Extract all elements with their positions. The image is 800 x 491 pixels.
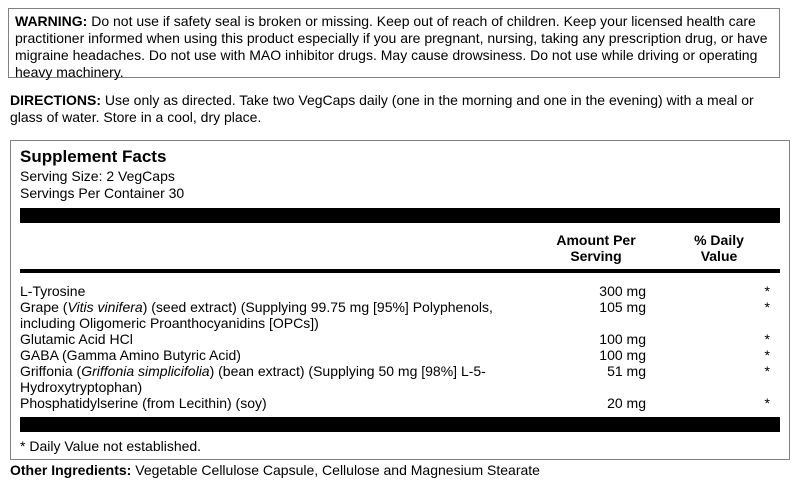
ingredient-name: L-Tyrosine <box>20 283 86 299</box>
ingredient-amount: 100 mg <box>599 331 646 347</box>
thick-divider <box>20 417 780 432</box>
ingredient-name: GABA (Gamma Amino Butyric Acid) <box>20 347 241 363</box>
directions-text: Use only as directed. Take two VegCaps daily (one in the morning and one in the evening) with a meal or glass of water. Store in a cool, dry place. <box>10 92 754 125</box>
ingredient-amount: 100 mg <box>599 347 646 363</box>
thick-divider <box>20 208 780 223</box>
other-ingredients-label: Other Ingredients: <box>10 462 132 478</box>
ingredient-dv: * <box>764 299 770 315</box>
serving-size: Serving Size: 2 VegCaps <box>20 168 175 184</box>
dv-header-line2: Value <box>700 248 738 264</box>
ingredient-dv: * <box>764 283 770 299</box>
servings-per-container: Servings Per Container 30 <box>20 185 185 201</box>
amount-header-line1: Amount Per <box>556 232 636 248</box>
ingredient-amount: 20 mg <box>607 395 646 411</box>
facts-title: Supplement Facts <box>20 147 167 166</box>
directions-label: DIRECTIONS: <box>10 92 101 108</box>
footnote: * Daily Value not established. <box>20 438 202 454</box>
other-ingredients <box>10 462 540 478</box>
medium-divider <box>20 269 780 273</box>
ingredient-dv: * <box>764 347 770 363</box>
warning-text: Do not use if safety seal is broken or missing. Keep out of reach of children. Keep your licensed health care practitioner informed when using this product especially if you are pregnant, nursing, taking any prescription drug, or have migraine headaches. Do not use with MAO inhibitor drugs. May cause drowsiness. Do not use while driving or operating heavy machinery. <box>15 13 768 80</box>
ingredient-name: Glutamic Acid HCl <box>20 331 133 347</box>
ingredient-amount: 105 mg <box>599 299 646 315</box>
warning-label: WARNING: <box>15 13 88 29</box>
amount-header-line2: Serving <box>570 248 622 264</box>
ingredient-name: Griffonia (Griffonia simplicifolia) (bean extract) (Supplying 50 mg [98%] L-5- Hydroxytryptophan) <box>20 363 486 395</box>
amount-per-serving-header <box>536 232 656 264</box>
daily-value-header <box>679 232 759 264</box>
ingredient-amount: 51 mg <box>607 363 646 379</box>
ingredient-name: Phosphatidylserine (from Lecithin) (soy) <box>20 395 267 411</box>
ingredient-name: Grape (Vitis vinifera) (seed extract) (Supplying 99.75 mg [95%] Polyphenols, including Oligomeric Proanthocyanidins [OPCs]) <box>20 299 493 331</box>
other-ingredients-text: Vegetable Cellulose Capsule, Cellulose and Magnesium Stearate <box>131 462 540 478</box>
ingredient-dv: * <box>764 331 770 347</box>
ingredient-dv: * <box>764 395 770 411</box>
ingredient-dv: * <box>764 363 770 379</box>
directions <box>10 92 790 126</box>
warning-box <box>8 8 780 78</box>
supplement-facts-panel <box>10 140 790 460</box>
ingredient-amount: 300 mg <box>599 283 646 299</box>
dv-header-line1: % Daily <box>694 232 744 248</box>
